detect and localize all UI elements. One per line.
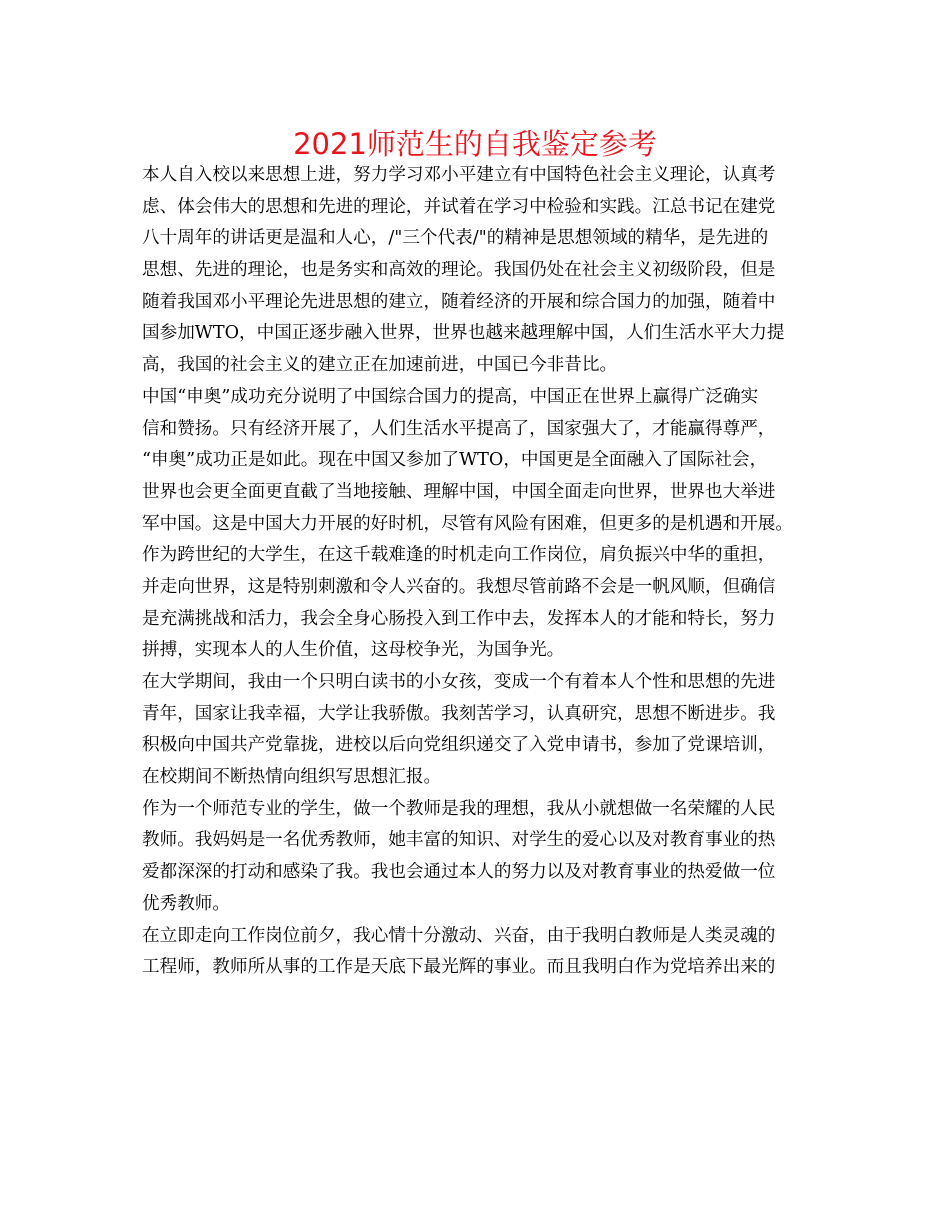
text-line: 在大学期间，我由一个只明白读书的小女孩，变成一个有着本人个性和思想的先进 bbox=[142, 672, 776, 692]
text-line: 信和赞扬。只有经济开展了，人们生活水平提高了，国家强大了，才能赢得尊严， bbox=[142, 418, 776, 439]
text-line: 虑、体会伟大的思想和先进的理论，并试着在学习中检验和实践。江总书记在建党 bbox=[142, 196, 776, 217]
text-line: 作为一个师范专业的学生，做一个教师是我的理想，我从小就想做一名荣耀的人民 bbox=[142, 798, 776, 819]
text-line: 思想、先进的理论，也是务实和高效的理论。我国仍处在社会主义初级阶段，但是 bbox=[142, 260, 776, 281]
text-line: 工程师，教师所从事的工作是天底下最光辉的事业。而且我明白作为党培养出来的 bbox=[142, 957, 776, 978]
text-line: 积极向中国共产党靠拢，进校以后向党组织递交了入党申请书，参加了党课培训， bbox=[142, 735, 776, 756]
text-line: “申奥”成功正是如此。现在中国又参加了WTO，中国更是全面融入了国际社会， bbox=[142, 450, 768, 471]
text-line: 本人自入校以来思想上进，努力学习邓小平建立有中国特色社会主义理论，认真考 bbox=[142, 165, 776, 185]
text-line: 拼搏，实现本人的人生价值，这母校争光，为国争光。 bbox=[142, 640, 565, 661]
text-line: 在立即走向工作岗位前夕，我心情十分激动、兴奋，由于我明白教师是人类灵魂的 bbox=[142, 925, 776, 946]
text-line: 青年，国家让我幸福，大学让我骄傲。我刻苦学习，认真研究，思想不断进步。我 bbox=[142, 703, 776, 724]
text-line: 世界也会更全面更直截了当地接触、理解中国，中国全面走向世界，世界也大举进 bbox=[142, 481, 776, 502]
text-line: 是充满挑战和活力，我会全身心肠投入到工作中去，发挥本人的才能和特长，努力 bbox=[142, 608, 776, 629]
document-title: 2021师范生的自我鉴定参考 bbox=[293, 127, 657, 161]
text-line: 教师。我妈妈是一名优秀教师，她丰富的知识、对学生的爱心以及对教育事业的热 bbox=[142, 830, 776, 851]
text-line: 随着我国邓小平理论先进思想的建立，随着经济的开展和综合国力的加强，随着中 bbox=[142, 291, 776, 312]
text-line: 中国“申奥”成功充分说明了中国综合国力的提高，中国正在世界上赢得广泛确实 bbox=[142, 386, 759, 407]
paragraph bbox=[142, 921, 822, 984]
text-line: 八十周年的讲话更是温和人心，/"三个代表/"的精神是思想领域的精华，是先进的 bbox=[142, 228, 769, 249]
text-line: 并走向世界，这是特别刺激和令人兴奋的。我想尽管前路不会是一帆风顺，但确信 bbox=[142, 576, 776, 597]
paragraph bbox=[142, 382, 822, 540]
paragraph bbox=[142, 667, 822, 794]
text-line: 作为跨世纪的大学生，在这千载难逢的时机走向工作岗位，肩负振兴中华的重担， bbox=[142, 545, 776, 566]
paragraph bbox=[142, 540, 822, 667]
text-line: 在校期间不断热情向组织写思想汇报。 bbox=[142, 767, 442, 788]
paragraph bbox=[142, 160, 822, 382]
text-line: 高，我国的社会主义的建立正在加速前进，中国已今非昔比。 bbox=[142, 355, 618, 376]
document-body bbox=[142, 160, 822, 984]
paragraph bbox=[142, 794, 822, 921]
text-line: 军中国。这是中国大力开展的好时机，尽管有风险有困难，但更多的是机遇和开展。 bbox=[142, 513, 793, 534]
text-line: 国参加WTO，中国正逐步融入世界，世界也越来越理解中国，人们生活水平大力提 bbox=[142, 323, 785, 344]
text-line: 优秀教师。 bbox=[142, 893, 230, 914]
text-line: 爱都深深的打动和感染了我。我也会通过本人的努力以及对教育事业的热爱做一位 bbox=[142, 862, 776, 883]
